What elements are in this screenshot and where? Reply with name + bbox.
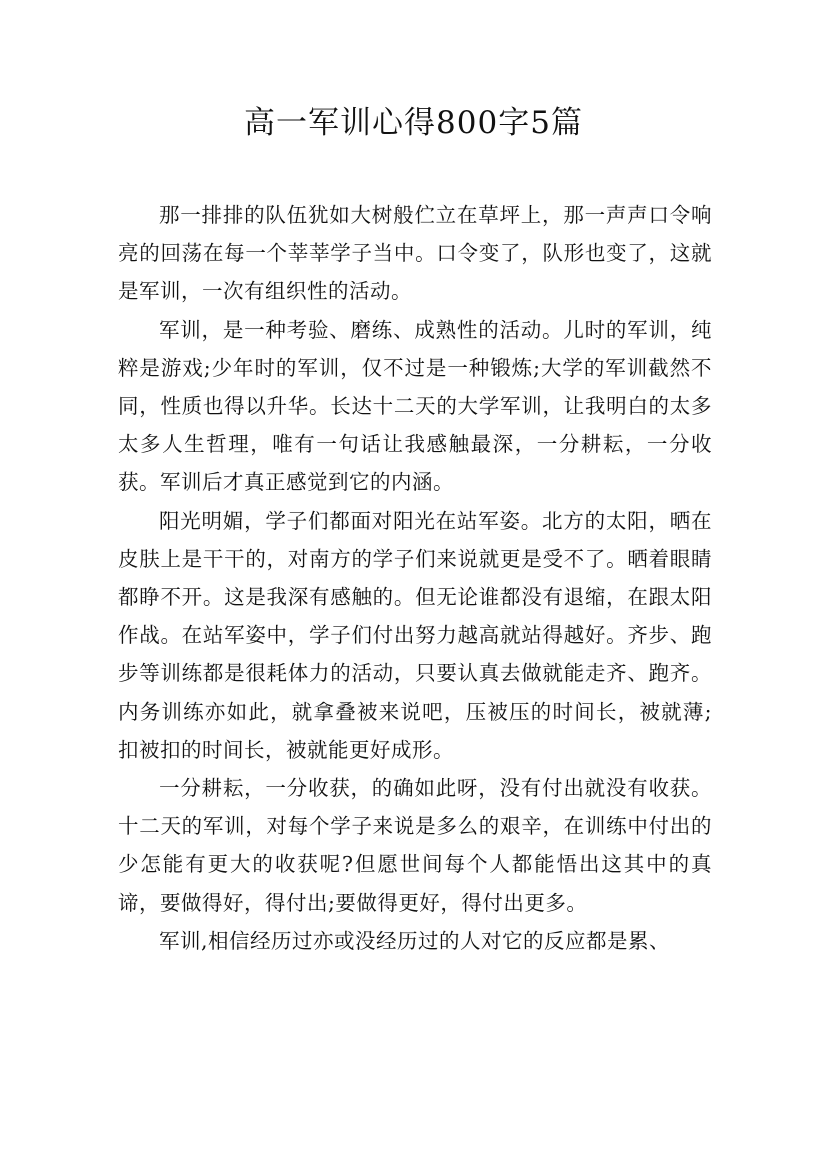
paragraph: 一分耕耘，一分收获，的确如此呀，没有付出就没有收获。十二天的军训，对每个学子来说是多么的艰辛，在训练中付出的少怎能有更大的收获呢?但愿世间每个人都能悟出这其中的真谛，要做得好，得付出;要做得更好，得付出更多。	[118, 776, 712, 915]
paragraph: 军训,相信经历过亦或没经历过的人对它的反应都是累、	[159, 928, 671, 953]
document-body	[118, 196, 712, 960]
paragraph: 军训，是一种考验、磨练、成熟性的活动。儿时的军训，纯粹是游戏;少年时的军训，仅不过是一种锻炼;大学的军训截然不同，性质也得以升华。长达十二天的大学军训，让我明白的太多太多人生哲理，唯有一句话让我感触最深，一分耕耘，一分收获。军训后才真正感觉到它的内涵。	[118, 317, 712, 495]
paragraph: 那一排排的队伍犹如大树般伫立在草坪上，那一声声口令响亮的回荡在每一个莘莘学子当中。口令变了，队形也变了，这就是军训，一次有组织性的活动。	[118, 203, 712, 304]
paragraph: 阳光明媚，学子们都面对阳光在站军姿。北方的太阳，晒在皮肤上是干干的，对南方的学子们来说就更是受不了。晒着眼睛都睁不开。这是我深有感触的。但无论谁都没有退缩，在跟太阳作战。在站军姿中，学子们付出努力越高就站得越好。齐步、跑步等训练都是很耗体力的活动，只要认真去做就能走齐、跑齐。内务训练亦如此，就拿叠被来说吧，压被压的时间长，被就薄;扣被扣的时间长，被就能更好成形。	[118, 508, 712, 762]
document-title: 高一军训心得800字5篇	[244, 105, 583, 141]
